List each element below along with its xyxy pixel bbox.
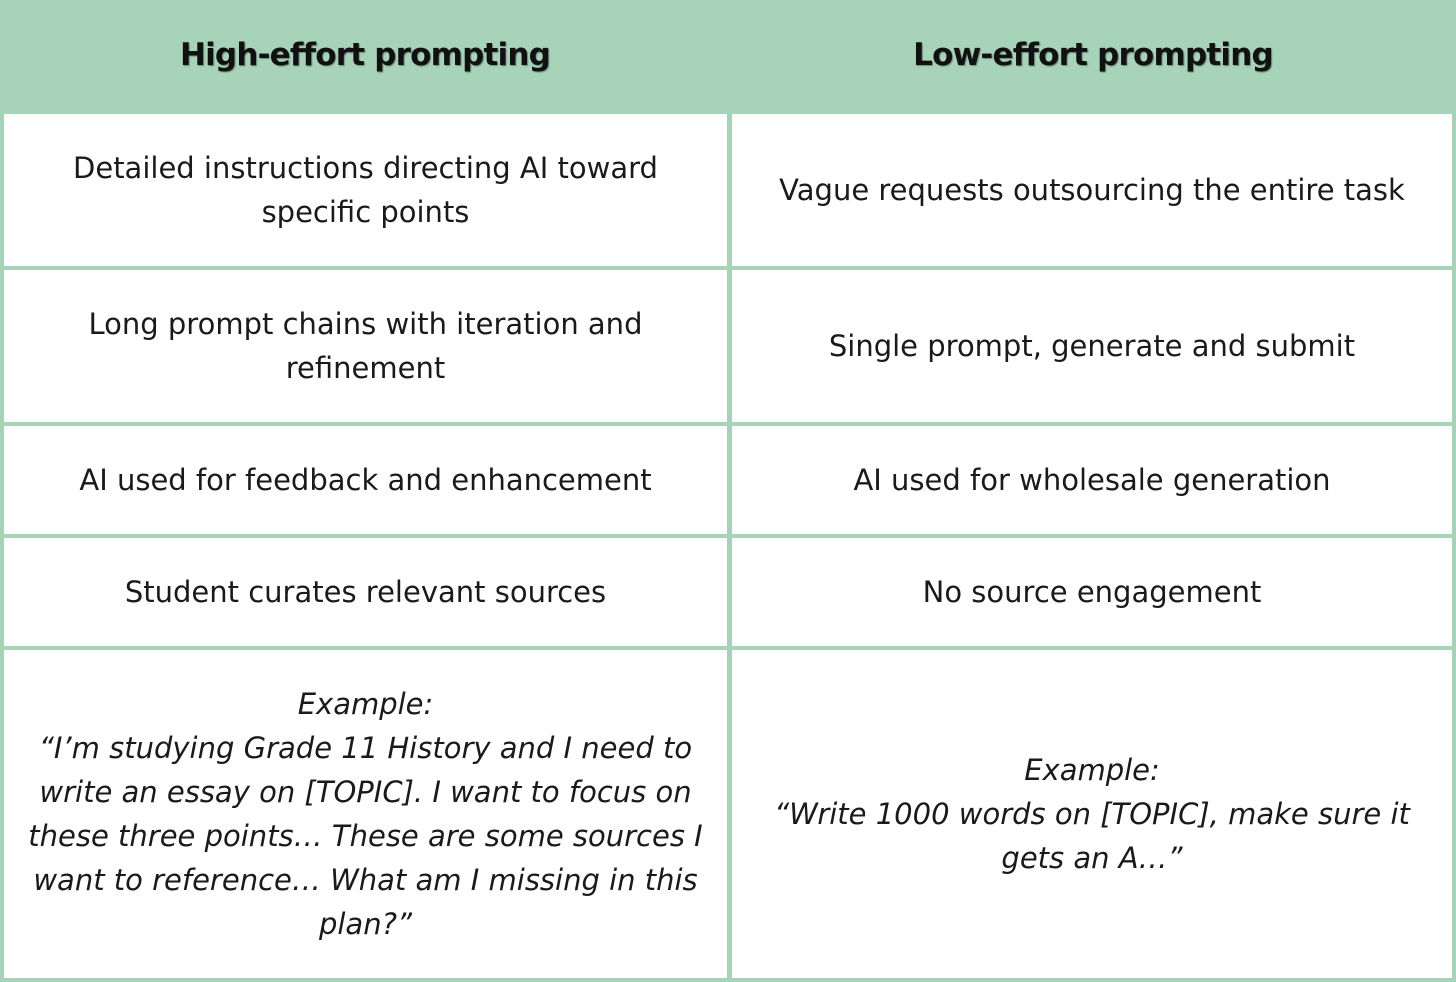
cell-high-effort-example: Example: “I’m studying Grade 11 History and I need to write an essay on [TOPIC]. I want to focus on these three points… These are some sources I want to reference… What am I missing in this plan?” xyxy=(4,650,727,978)
cell-low-effort-sources: No source engagement xyxy=(732,538,1452,646)
cell-high-effort-prompt-chains: Long prompt chains with iteration and refinement xyxy=(4,270,727,422)
cell-high-effort-sources: Student curates relevant sources xyxy=(4,538,727,646)
cell-high-effort-instructions: Detailed instructions directing AI toward specific points xyxy=(4,114,727,266)
cell-high-effort-ai-use: AI used for feedback and enhancement xyxy=(4,426,727,534)
header-high-effort: High-effort prompting xyxy=(179,37,551,73)
header-low-effort: Low-effort prompting xyxy=(913,37,1273,73)
cell-low-effort-example: Example: “Write 1000 words on [TOPIC], make sure it gets an A…” xyxy=(732,650,1452,978)
cell-low-effort-ai-use: AI used for wholesale generation xyxy=(732,426,1452,534)
cell-low-effort-prompt-chains: Single prompt, generate and submit xyxy=(732,270,1452,422)
cell-low-effort-instructions: Vague requests outsourcing the entire task xyxy=(732,114,1452,266)
